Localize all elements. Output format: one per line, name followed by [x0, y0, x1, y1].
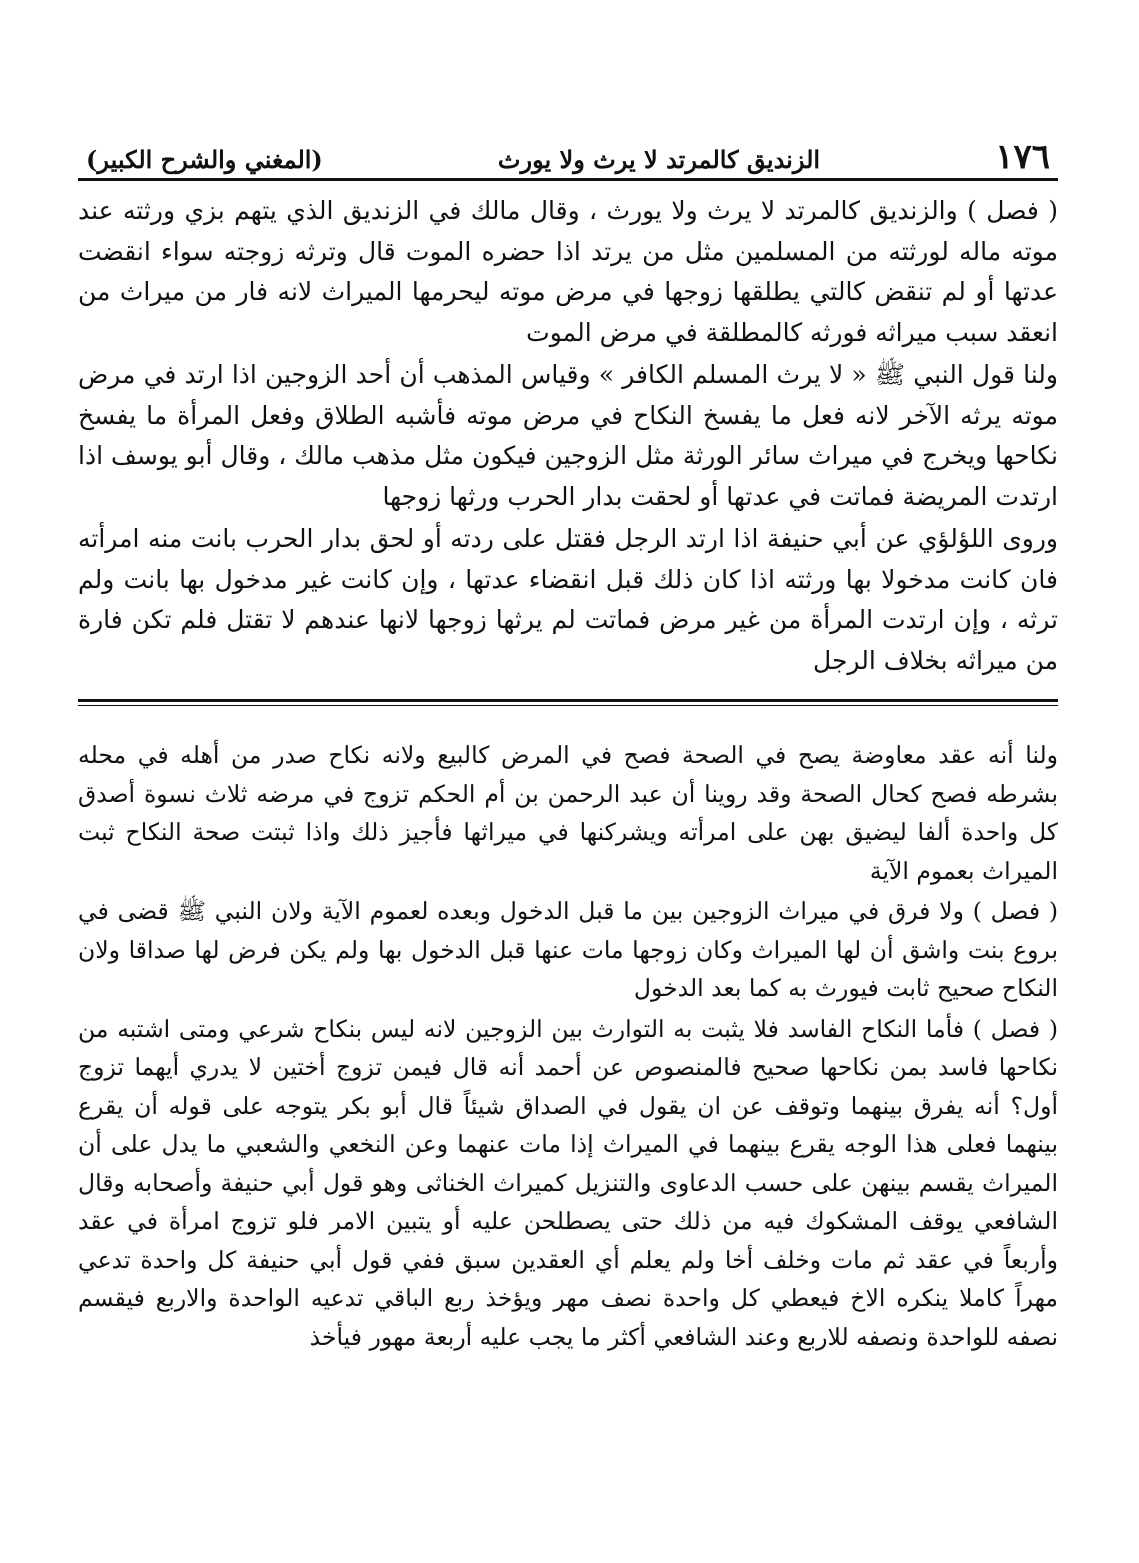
main-paragraph: ( فصل ) والزنديق كالمرتد لا يرث ولا يورث ، وقال مالك في الزنديق الذي يتهم بزي ورثته عند موته ماله لورثته من المسلمين مثل من يرتد اذا حضره الموت قال وترثه زوجته سواء انقضت عدتها أو لم تنقض كالتي يطلقها زوجها في مرض موته ليحرمها الميراث لانه فار من ميراث من انعقد سبب ميراثه فورثه كالمطلقة في مرض الموت	[78, 196, 1058, 347]
running-title: الزنديق كالمرتد لا يرث ولا يورث	[497, 145, 821, 174]
commentary-paragraph: ( فصل ) فأما النكاح الفاسد فلا يثبت به التوارث بين الزوجين لانه ليس بنكاح شرعي ومتى اشتبه من نكاحها فاسد بمن نكاحها صحيح فالمنصوص عن أحمد أنه قال فيمن تزوج أختين لا يدري أيهما تزوج أول؟ أنه يفرق بينهما وتوقف عن ان يقول في الصداق شيئاً قال أبو بكر يتوجه على قوله أن يقرع بينهما فعلى هذا الوجه يقرع بينهما في الميراث إذا مات عنهما وعن النخعي والشعبي ما يدل على أن الميراث يقسم بينهن على حسب الدعاوى والتنزيل كميراث الخناثى وهو قول أبي حنيفة وأصحابه وقال الشافعي يوقف المشكوك فيه من ذلك حتى يصطلحن عليه أو يتبين الامر فلو تزوج امرأة في عقد وأربعاً في عقد ثم مات وخلف أخا ولم يعلم أي العقدين سبق ففي قول أبي حنيفة كل واحدة تدعي مهراً كاملا ينكره الاخ فيعطي كل واحدة نصف مهر ويؤخذ ربع الباقي تدعيه الواحدة والاربع فيقسم نصفه للواحدة ونصفه للاربع وعند الشافعي أكثر ما يجب عليه أربعة مهور فيأخذ	[78, 1014, 1058, 1351]
book-page	[78, 128, 1058, 1358]
main-paragraph: ولنا قول النبي ﷺ « لا يرث المسلم الكافر » وقياس المذهب أن أحد الزوجين اذا ارتد في مرض موته يرثه الآخر لانه فعل ما يفسخ النكاح في مرض موته فأشبه الطلاق وفعل المرأة ما يفسخ نكاحها ويخرج في ميراث سائر الورثة مثل الزوجين فيكون مثل مذهب مالك ، وقال أبو يوسف اذا ارتدت المريضة فماتت في عدتها أو لحقت بدار الحرب ورثها زوجها	[78, 360, 1058, 511]
page-header	[78, 128, 1058, 181]
main-text	[78, 191, 1058, 681]
commentary-paragraph: ( فصل ) ولا فرق في ميراث الزوجين بين ما قبل الدخول وبعده لعموم الآية ولان النبي ﷺ قضى في بروع بنت واشق أن لها الميراث وكان زوجها مات عنها قبل الدخول بها ولم يكن فرض لها صداقا ولان النكاح صحيح ثابت فيورث به كما بعد الدخول	[78, 897, 1058, 1002]
page-number: ١٧٦	[995, 137, 1050, 177]
section-divider	[78, 699, 1058, 706]
commentary-text	[78, 736, 1058, 1356]
book-title: (المغني والشرح الكبير)	[86, 145, 323, 174]
main-paragraph: وروى اللؤلؤي عن أبي حنيفة اذا ارتد الرجل فقتل على ردته أو لحق بدار الحرب بانت منه امرأته فان كانت مدخولا بها ورثته اذا كان ذلك قبل انقضاء عدتها ، وإن كانت غير مدخول بها بانت ولم ترثه ، وإن ارتدت المرأة من غير مرض فماتت لم يرثها زوجها لانها عندهم لا تقتل فلم تكن فارة من ميراثه بخلاف الرجل	[78, 524, 1058, 675]
commentary-paragraph: ولنا أنه عقد معاوضة يصح في الصحة فصح في المرض كالبيع ولانه نكاح صدر من أهله في محله بشرطه فصح كحال الصحة وقد روينا أن عبد الرحمن بن أم الحكم تزوج في مرضه ثلاث نسوة أصدق كل واحدة ألفا ليضيق بهن على امرأته ويشركنها في ميراثها فأجيز ذلك واذا ثبتت صحة النكاح ثبت الميراث بعموم الآية	[78, 741, 1058, 885]
